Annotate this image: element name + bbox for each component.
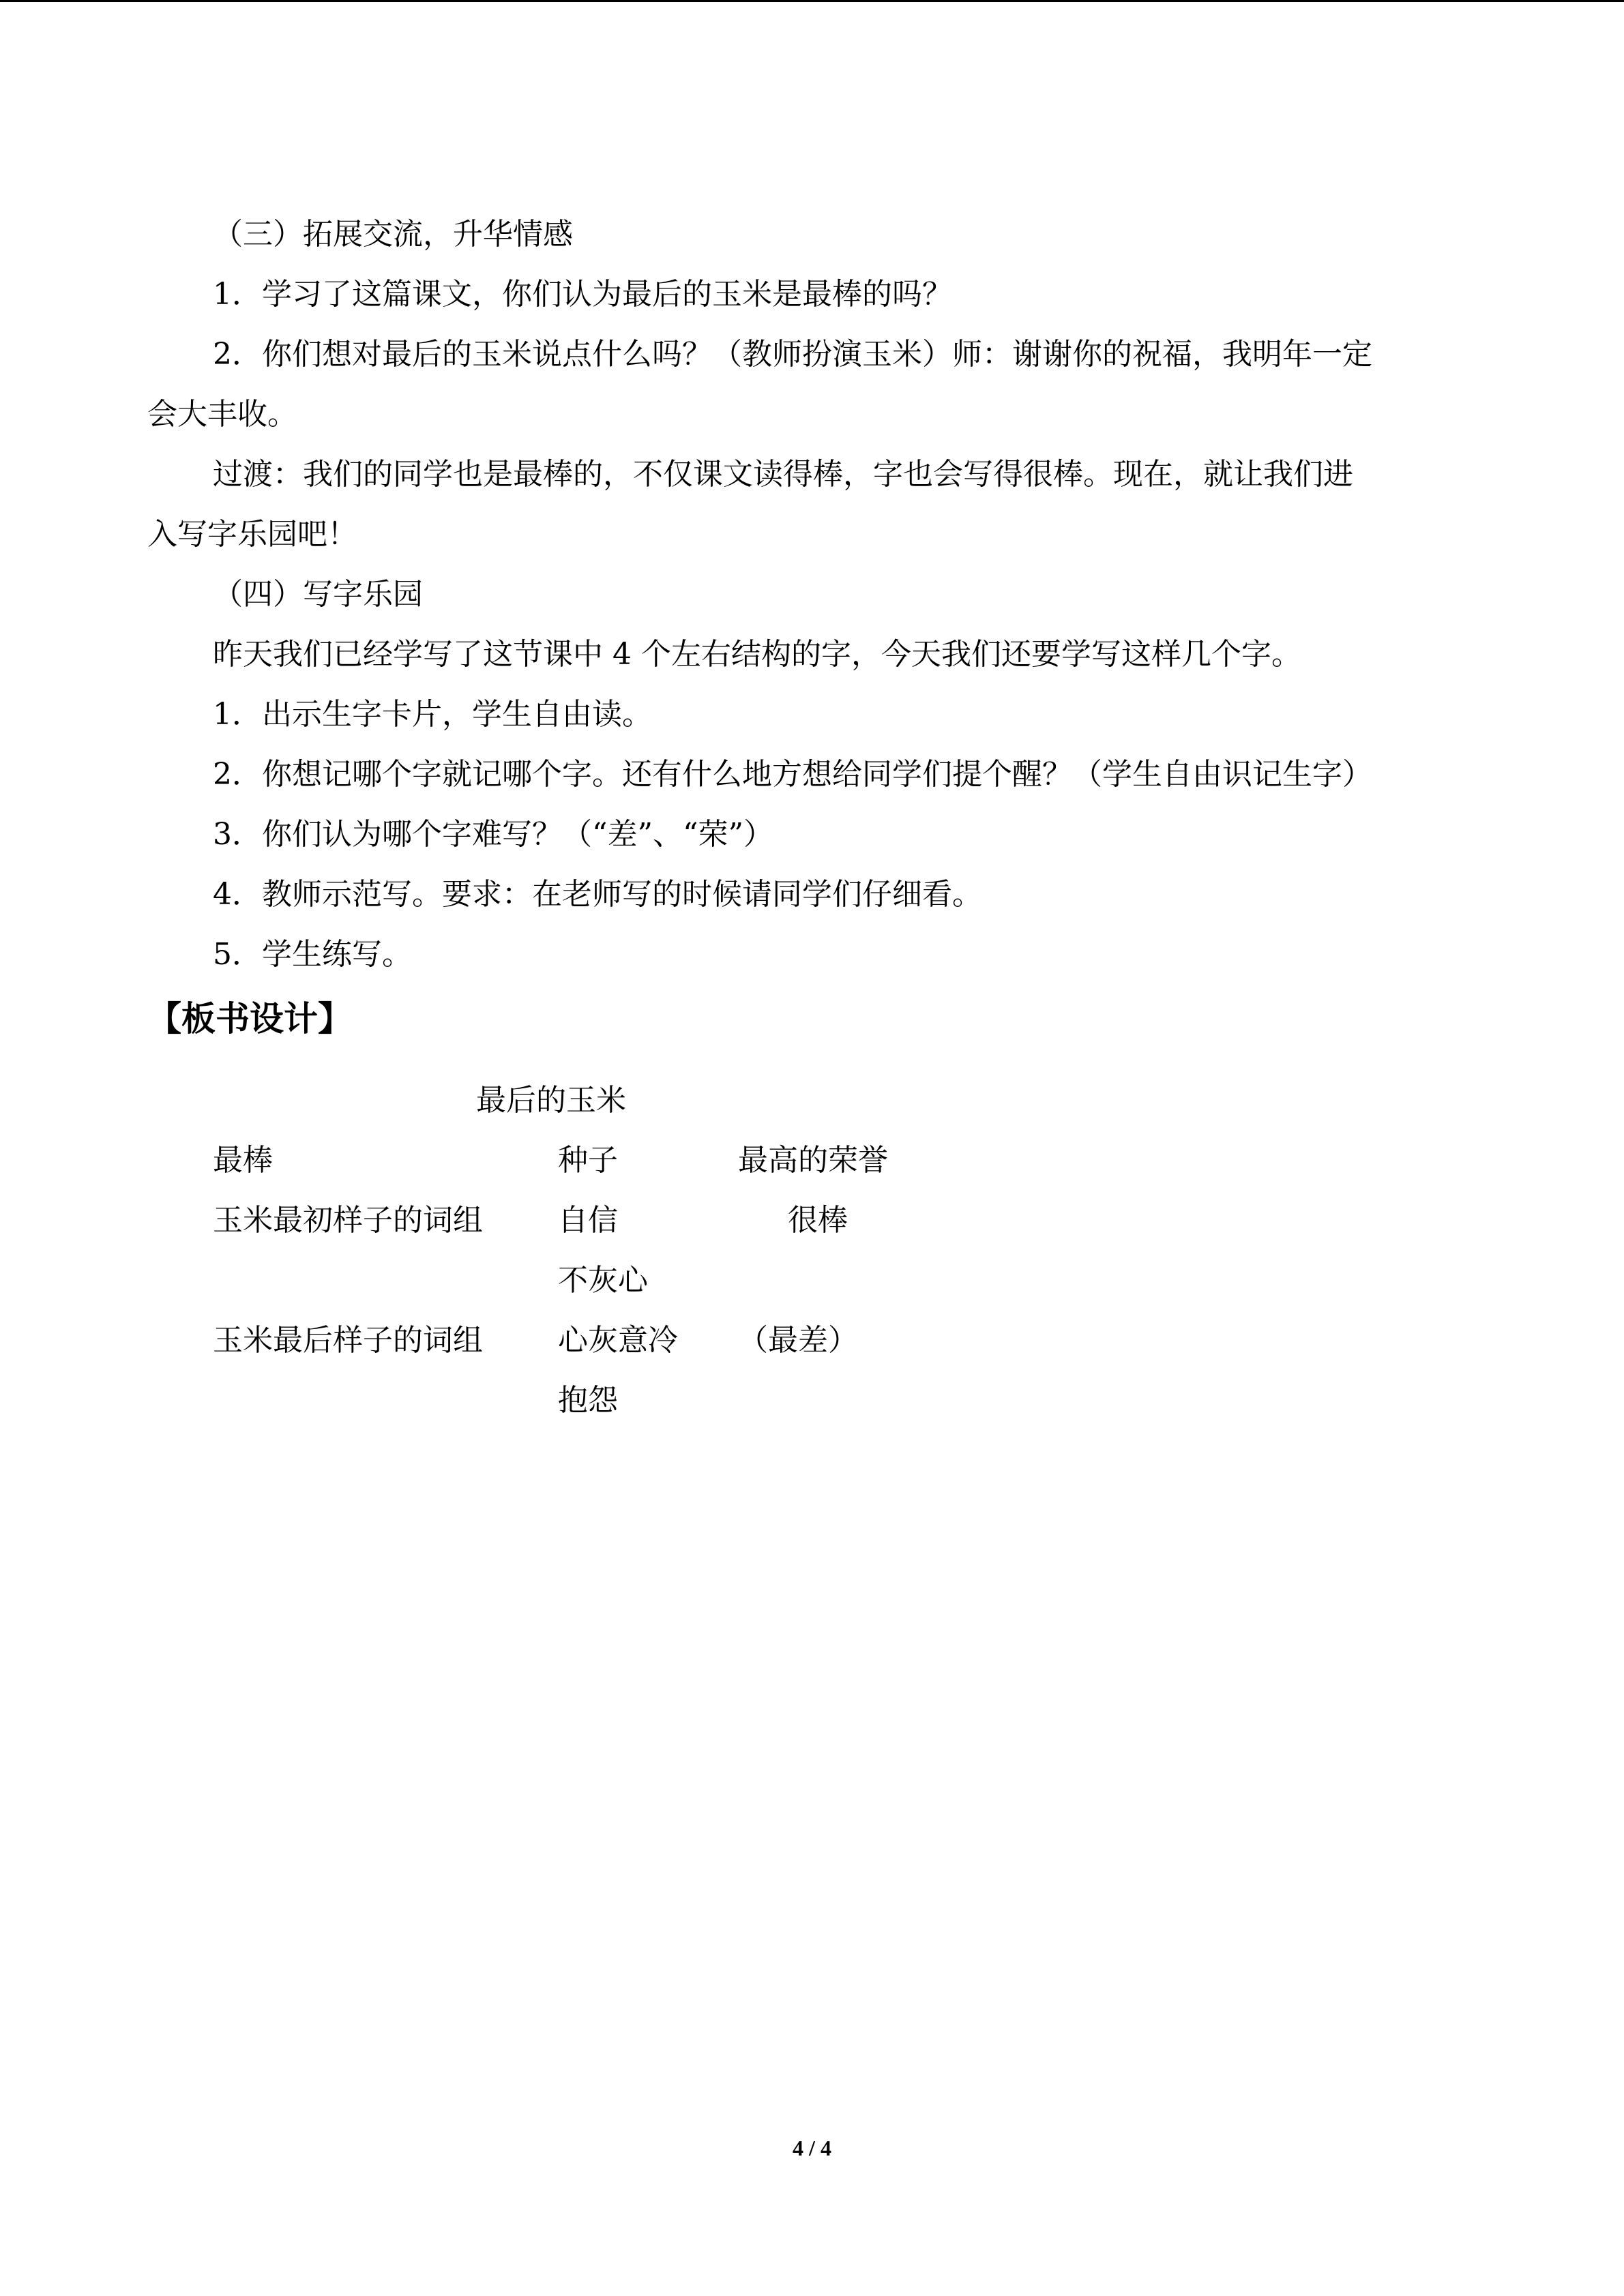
section-heading-4: （四）写字乐园 bbox=[213, 577, 423, 612]
board-design-heading: 【板书设计】 bbox=[147, 999, 352, 1039]
board-title: 最后的玉米 bbox=[476, 1083, 626, 1118]
board-cell: 自信 bbox=[558, 1203, 618, 1238]
board-cell: 不灰心 bbox=[558, 1263, 648, 1298]
list-item: 1．学习了这篇课文，你们认为最后的玉米是最棒的吗？ bbox=[213, 277, 952, 312]
page-number: 4 / 4 bbox=[793, 2136, 831, 2160]
list-item: 5．学生练写。 bbox=[213, 937, 412, 972]
list-item: 2．你想记哪个字就记哪个字。还有什么地方想给同学们提个醒？（学生自由识记生字） bbox=[213, 757, 1372, 792]
section-heading-3: （三）拓展交流，升华情感 bbox=[213, 217, 573, 252]
board-cell: 最高的荣誉 bbox=[738, 1143, 888, 1178]
list-item: 2．你们想对最后的玉米说点什么吗？（教师扮演玉米）师：谢谢你的祝福，我明年一定 bbox=[213, 337, 1372, 372]
transition-paragraph-continuation: 入写字乐园吧！ bbox=[147, 517, 357, 552]
list-item-continuation: 会大丰收。 bbox=[147, 397, 297, 432]
transition-paragraph: 过渡：我们的同学也是最棒的，不仅课文读得棒，字也会写得很棒。现在，就让我们进 bbox=[213, 457, 1353, 492]
board-cell: 心灰意冷 bbox=[558, 1323, 678, 1358]
board-cell: 很棒 bbox=[788, 1203, 848, 1238]
board-cell: 最棒 bbox=[213, 1143, 273, 1178]
list-item: 4．教师示范写。要求：在老师写的时候请同学们仔细看。 bbox=[213, 877, 982, 912]
board-cell: （最差） bbox=[738, 1323, 858, 1358]
board-cell: 抱怨 bbox=[558, 1383, 618, 1418]
board-cell: 玉米最初样子的词组 bbox=[213, 1203, 483, 1238]
board-cell: 玉米最后样子的词组 bbox=[213, 1323, 483, 1358]
list-item: 1．出示生字卡片，学生自由读。 bbox=[213, 697, 652, 732]
list-item: 3．你们认为哪个字难写？（“差”、“荣”） bbox=[213, 817, 773, 852]
intro-paragraph: 昨天我们已经学写了这节课中 4 个左右结构的字，今天我们还要学写这样几个字。 bbox=[213, 637, 1301, 672]
board-cell: 种子 bbox=[558, 1143, 618, 1178]
